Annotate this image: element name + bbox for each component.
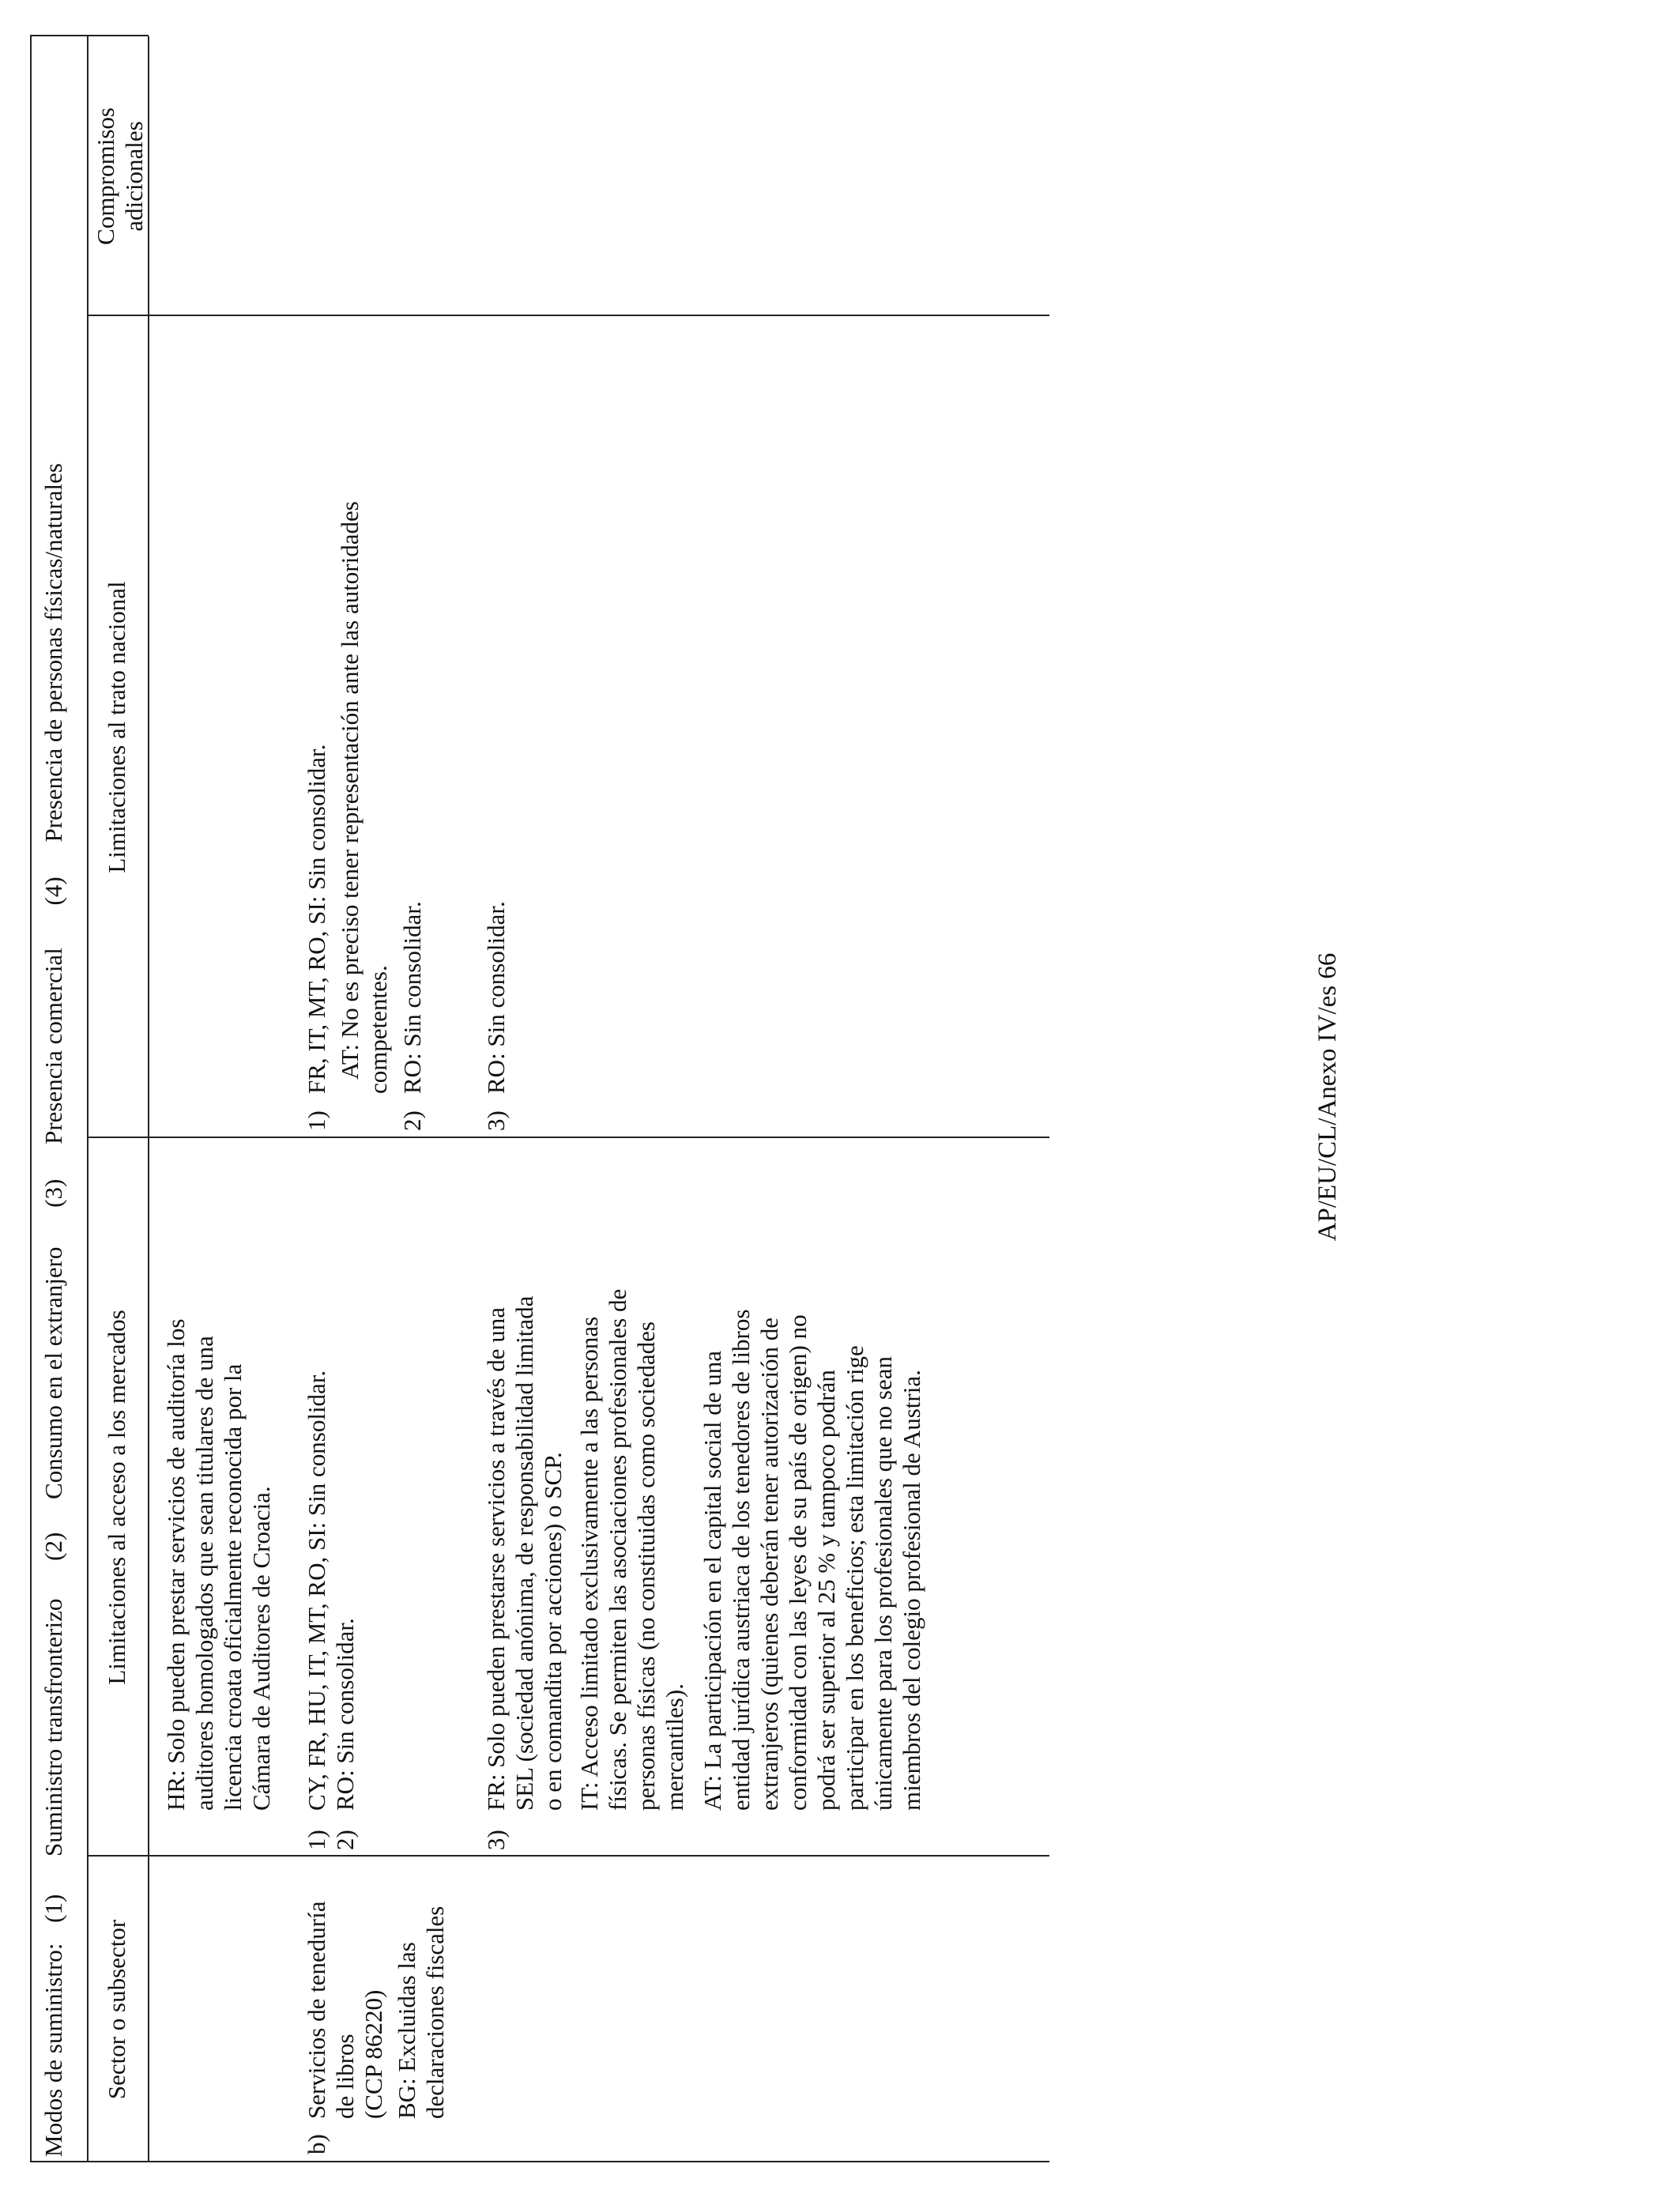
row3-nt-3-text: RO: Sin consolidar.: [482, 901, 510, 1094]
table-top-border: [30, 36, 32, 2162]
column-header-sector: Sector o subsector: [103, 1919, 130, 2100]
text-line: extranjeros (quienes deberán tener autorización de: [755, 1318, 783, 1811]
row2-ma-2-text: RO: Sin consolidar.: [331, 1618, 359, 1811]
modes-label: Modos de suministro:: [40, 1943, 67, 2157]
table-left-border: [30, 2161, 1049, 2162]
text-line: SEL (sociedad anónima, de responsabilidad limitada: [510, 1295, 538, 1811]
row2-sector-letter: b): [303, 2134, 330, 2154]
row2-sector: [303, 1902, 450, 2119]
mode-4-label: Presencia de personas físicas/naturales: [40, 463, 67, 843]
text-line: entidad jurídica austriaca de los tenedores de libros: [727, 1309, 755, 1811]
row2-nt-1-number: 1): [303, 1110, 330, 1131]
text-line: podrá ser superior al 25 % y tampoco podrán: [812, 1370, 840, 1811]
col-divider-national-treatment: [87, 315, 1049, 316]
text-line: competentes.: [364, 965, 392, 1094]
row2-ma-1-number: 1): [303, 1830, 330, 1850]
row2-ma-1-text: CY, FR, HU, IT, MT, RO, SI: Sin consolidar.: [303, 1370, 330, 1811]
row1-market-access: [162, 1319, 276, 1811]
text-line: personas físicas (no constituidas como sociedades: [632, 1321, 660, 1811]
column-header-national-treatment: Limitaciones al trato nacional: [103, 581, 130, 873]
row2-nt-1-text: FR, IT, MT, RO, SI: Sin consolidar.: [303, 744, 330, 1094]
text-line: conformidad con las leyes de su país de origen) no: [784, 1314, 812, 1811]
row2-nt-2-number: 2): [398, 1110, 426, 1131]
col-divider-market-access: [87, 1137, 1049, 1138]
mode-3-label: Presencia comercial: [40, 948, 67, 1144]
text-line: HR: Solo pueden prestar servicios de auditoría los: [162, 1318, 190, 1811]
text-line: IT: Acceso limitado exclusivamente a las personas: [575, 1316, 603, 1811]
column-header-additional-line-1: Compromisos: [92, 107, 119, 245]
text-line: únicamente para los profesionales que no sean: [869, 1355, 897, 1811]
text-line: participar en los beneficios; esta limitación rige: [841, 1345, 868, 1811]
row3-ma-fr: [482, 1296, 567, 1811]
row3-ma-3-number: 3): [482, 1830, 510, 1850]
modes-header: [40, 463, 68, 2157]
column-header-additional: [92, 36, 149, 316]
text-line: Cámara de Auditores de Croacia.: [247, 1486, 275, 1811]
text-line: de libros: [331, 2034, 359, 2119]
text-line: Servicios de teneduría: [303, 1901, 330, 2119]
text-line: mercantiles).: [661, 1683, 688, 1811]
column-header-market-access: Limitaciones al acceso a los mercados: [103, 1310, 130, 1685]
text-line: licencia croata oficialmente reconocida por la: [219, 1363, 247, 1811]
text-line: FR: Solo pueden prestarse servicios a través de una: [482, 1306, 510, 1811]
modes-header-divider: [87, 36, 89, 2162]
mode-1-label: Suministro transfronterizo: [40, 1598, 67, 1857]
mode-3-number: (3): [40, 1178, 67, 1208]
row2-nt-1-at: [336, 501, 393, 1094]
text-line: miembros del colegio profesional de Austria.: [898, 1370, 925, 1811]
row3-nt-3-number: 3): [482, 1110, 510, 1131]
text-line: declaraciones fiscales: [421, 1906, 449, 2119]
row3-ma-at: [699, 1310, 926, 1811]
text-line: AT: La participación en el capital social de una: [699, 1350, 726, 1811]
mode-1-number: (1): [40, 1894, 67, 1923]
text-line: físicas. Se permiten las asociaciones profesionales de: [604, 1288, 631, 1811]
col-divider-sector: [87, 1855, 1049, 1857]
row2-ma-2-number: 2): [331, 1830, 359, 1850]
column-header-divider: [148, 36, 149, 2162]
mode-2-number: (2): [40, 1532, 67, 1561]
mode-2-label: Consumo en el extranjero: [40, 1246, 67, 1499]
column-header-additional-line-2: adicionales: [120, 121, 148, 232]
text-line: o en comandita por acciones) o SCP.: [539, 1452, 567, 1811]
text-line: auditores homologados que sean titulares de una: [190, 1336, 218, 1811]
text-line: AT: No es preciso tener representación ante las autoridades: [336, 501, 363, 1080]
mode-4-number: (4): [40, 876, 67, 906]
text-line: (CCP 86220): [360, 1989, 387, 2119]
row2-nt-2-text: RO: Sin consolidar.: [398, 901, 426, 1094]
text-line: BG: Excluidas las: [393, 1942, 420, 2119]
row3-ma-it: [575, 1289, 689, 1811]
page-footer: AP/EU/CL/Anexo IV/es 66: [1313, 952, 1342, 1242]
